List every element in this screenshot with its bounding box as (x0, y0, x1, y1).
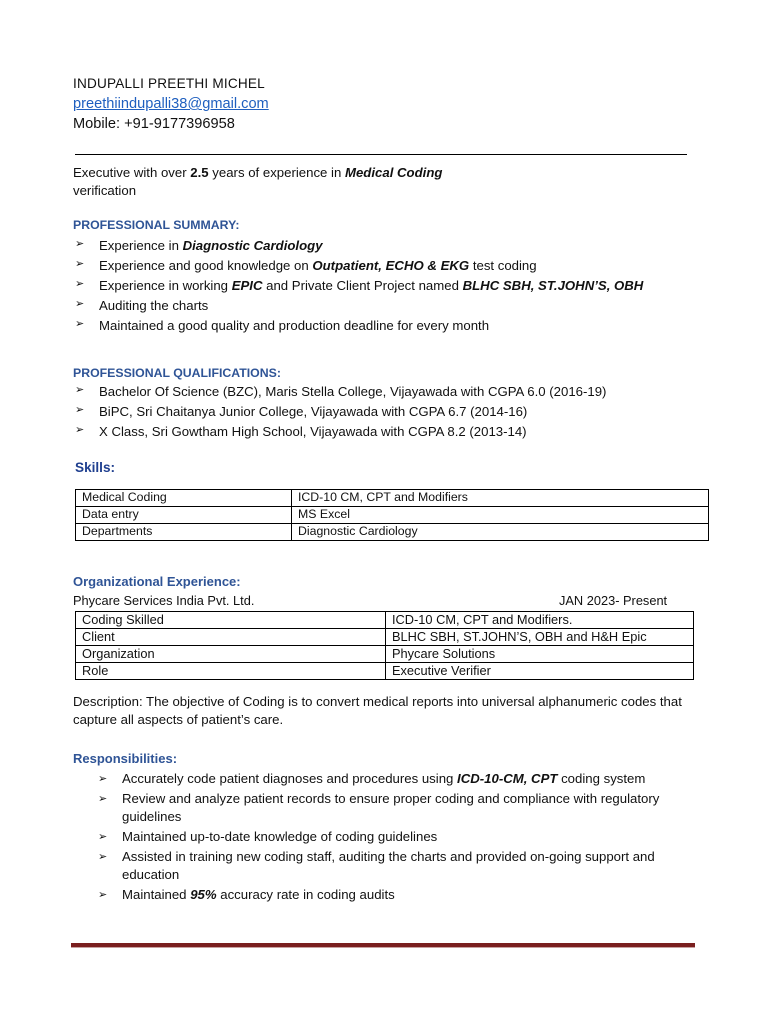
job-description: Description: The objective of Coding is to convert medical reports into universal alphanumeric codes that capture all aspects of patient’s care. (73, 694, 682, 727)
table-row (76, 490, 709, 507)
experience-heading: Organizational Experience: (73, 574, 241, 589)
arrow-bullet-icon: ➢ (98, 773, 108, 785)
table-cell: Departments (76, 524, 292, 541)
qualifications-list (75, 384, 695, 444)
footer-divider (71, 943, 695, 948)
list-item: ➢ Assisted in training new coding staff, auditing the charts and provided on-going support and education (98, 849, 655, 882)
list-item: ➢ Maintained up-to-date knowledge of coding guidelines (98, 829, 438, 844)
table-cell: ICD-10 CM, CPT and Modifiers. (386, 612, 694, 629)
intro-statement (73, 164, 493, 200)
experience-table (75, 611, 694, 680)
list-item: ➢ Review and analyze patient records to ensure proper coding and compliance with regulatory guidelines (98, 791, 660, 824)
table-cell: Client (76, 629, 386, 646)
qualifications-heading: PROFESSIONAL QUALIFICATIONS: (73, 366, 281, 380)
list-item: ➢ Auditing the charts (75, 298, 209, 313)
table-row (76, 646, 694, 663)
company-name: Phycare Services India Pvt. Ltd. (73, 593, 255, 608)
intro-text: years of experience in (208, 165, 345, 180)
responsibilities-list (98, 770, 708, 906)
intro-text: verification (73, 183, 137, 198)
arrow-bullet-icon: ➢ (75, 404, 85, 416)
table-row (76, 612, 694, 629)
list-item: ➢ Maintained a good quality and production deadline for every month (75, 318, 490, 333)
arrow-bullet-icon: ➢ (98, 831, 108, 843)
table-cell: Coding Skilled (76, 612, 386, 629)
intro-field: Medical Coding (344, 165, 443, 180)
table-cell: Data entry (76, 507, 292, 524)
skills-heading: Skills: (75, 460, 116, 475)
table-cell: BLHC SBH, ST.JOHN’S, OBH and H&H Epic (386, 629, 694, 646)
table-cell: Role (76, 663, 386, 680)
arrow-bullet-icon: ➢ (75, 318, 85, 330)
email-link[interactable]: preethiindupalli38@gmail.com (73, 96, 269, 112)
arrow-bullet-icon: ➢ (98, 793, 108, 805)
table-row (76, 663, 694, 680)
list-item: ➢ Experience in Diagnostic Cardiology (75, 238, 323, 253)
summary-heading: PROFESSIONAL SUMMARY: (73, 218, 240, 232)
arrow-bullet-icon: ➢ (98, 851, 108, 863)
responsibilities-heading: Responsibilities: (73, 751, 178, 766)
intro-years: 2.5 (190, 165, 209, 180)
intro-text: Executive with over (73, 165, 191, 180)
table-cell: Organization (76, 646, 386, 663)
table-cell: Diagnostic Cardiology (292, 524, 709, 541)
arrow-bullet-icon: ➢ (98, 889, 108, 901)
list-item: ➢ Bachelor Of Science (BZC), Maris Stella College, Vijayawada with CGPA 6.0 (2016-19) (75, 384, 607, 399)
arrow-bullet-icon: ➢ (75, 258, 85, 270)
skills-table (75, 489, 709, 541)
list-item: ➢ Maintained 95% accuracy rate in coding audits (98, 887, 395, 902)
list-item: ➢ BiPC, Sri Chaitanya Junior College, Vijayawada with CGPA 6.7 (2014-16) (75, 404, 528, 419)
arrow-bullet-icon: ➢ (75, 424, 85, 436)
table-row (76, 507, 709, 524)
mobile-number: Mobile: +91-9177396958 (73, 116, 235, 132)
list-item: ➢ Experience and good knowledge on Outpatient, ECHO & EKG test coding (75, 258, 537, 273)
table-row (76, 629, 694, 646)
table-cell: Medical Coding (76, 490, 292, 507)
candidate-name: INDUPALLI PREETHI MICHEL (73, 76, 265, 91)
arrow-bullet-icon: ➢ (75, 278, 85, 290)
table-cell: ICD-10 CM, CPT and Modifiers (292, 490, 709, 507)
table-row (76, 524, 709, 541)
table-cell: Phycare Solutions (386, 646, 694, 663)
table-cell: MS Excel (292, 507, 709, 524)
summary-list (75, 238, 695, 338)
list-item: ➢ X Class, Sri Gowtham High School, Vijayawada with CGPA 8.2 (2013-14) (75, 424, 527, 439)
table-cell: Executive Verifier (386, 663, 694, 680)
list-item: ➢ Accurately code patient diagnoses and procedures using ICD-10-CM, CPT coding system (98, 771, 646, 786)
arrow-bullet-icon: ➢ (75, 298, 85, 310)
arrow-bullet-icon: ➢ (75, 384, 85, 396)
arrow-bullet-icon: ➢ (75, 238, 85, 250)
header-divider (75, 154, 687, 155)
employment-dates: JAN 2023- Present (559, 593, 668, 608)
list-item: ➢ Experience in working EPIC and Private Client Project named BLHC SBH, ST.JOHN’S, OBH (75, 278, 644, 293)
